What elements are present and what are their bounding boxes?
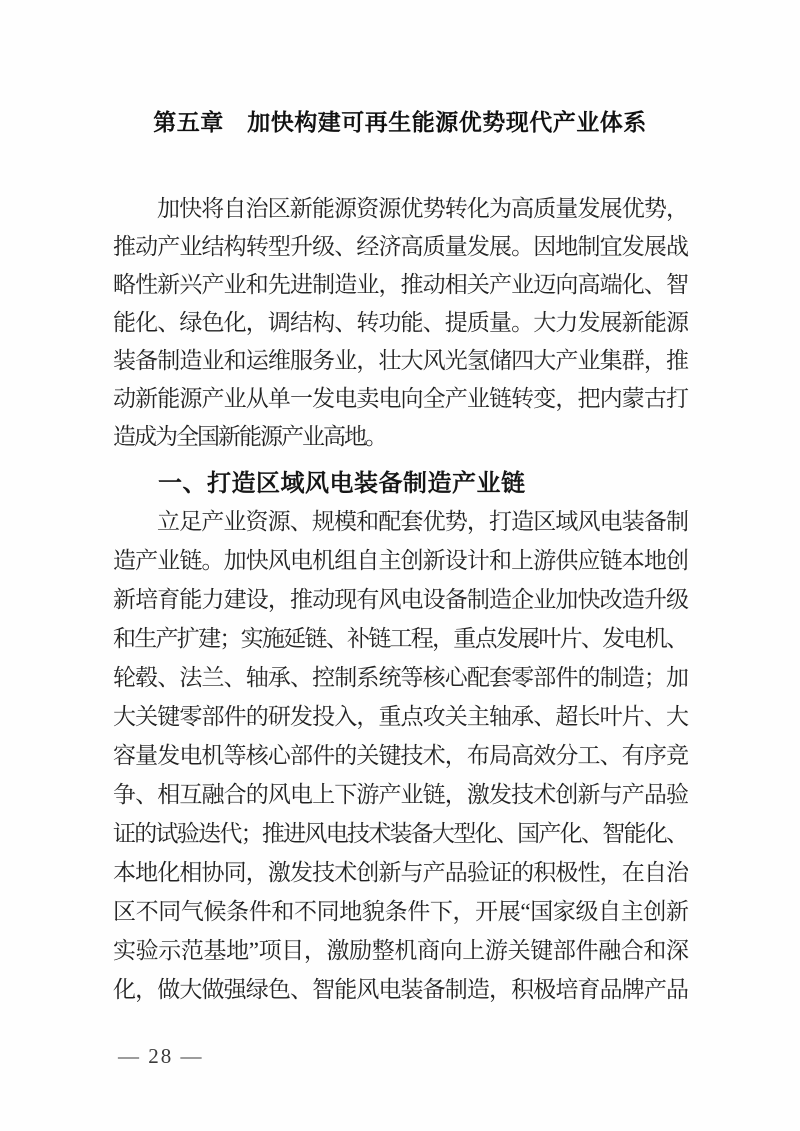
body-line: 新培育能力建设，推动现有风电设备制造企业加快改造升级 <box>113 587 687 612</box>
body-line: 轮毂、法兰、轴承、控制系统等核心配套零部件的制造；加 <box>113 665 687 690</box>
paragraph-intro <box>113 190 687 456</box>
body-line: 区不同气候条件和不同地貌条件下，开展“国家级自主创新 <box>113 899 687 924</box>
body-line: 容量发电机等核心部件的关键技术，布局高效分工、有序竞 <box>113 743 687 768</box>
body-line: 加快将自治区新能源资源优势转化为高质量发展优势， <box>157 196 687 221</box>
body-line: 大关键零部件的研发投入，重点攻关主轴承、超长叶片、大 <box>113 704 687 729</box>
body-line: 证的试验迭代；推进风电技术装备大型化、国产化、智能化、 <box>113 821 687 846</box>
page-number: — 28 — <box>118 1044 204 1068</box>
body-line: 推动产业结构转型升级、经济高质量发展。因地制宜发展战 <box>113 234 687 259</box>
body-line: 化，做大做强绿色、智能风电装备制造，积极培育品牌产品 <box>113 977 687 1002</box>
body-line: 装备制造业和运维服务业，壮大风光氢储四大产业集群，推 <box>113 348 687 373</box>
body-line: 立足产业资源、规模和配套优势，打造区域风电装备制 <box>157 509 687 534</box>
body-line: 争、相互融合的风电上下游产业链，激发技术创新与产品验 <box>113 782 687 807</box>
body-line: 动新能源产业从单一发电卖电向全产业链转变，把内蒙古打 <box>113 386 687 411</box>
paragraph-wind-power-chain <box>113 502 687 1009</box>
section-heading: 一、打造区域风电装备制造产业链 <box>158 470 526 497</box>
body-line: 造产业链。加快风电机组自主创新设计和上游供应链本地创 <box>113 548 687 573</box>
chapter-title: 第五章 加快构建可再生能源优势现代产业体系 <box>153 109 647 135</box>
body-line: 实验示范基地”项目，激励整机商向上游关键部件融合和深 <box>113 938 687 963</box>
body-line: 本地化相协同，激发技术创新与产品验证的积极性，在自治 <box>113 860 687 885</box>
body-line: 造成为全国新能源产业高地。 <box>113 424 386 449</box>
body-line: 略性新兴产业和先进制造业，推动相关产业迈向高端化、智 <box>113 272 687 297</box>
body-line: 能化、绿色化，调结构、转功能、提质量。大力发展新能源 <box>113 310 687 335</box>
body-line: 和生产扩建；实施延链、补链工程，重点发展叶片、发电机、 <box>113 626 687 651</box>
